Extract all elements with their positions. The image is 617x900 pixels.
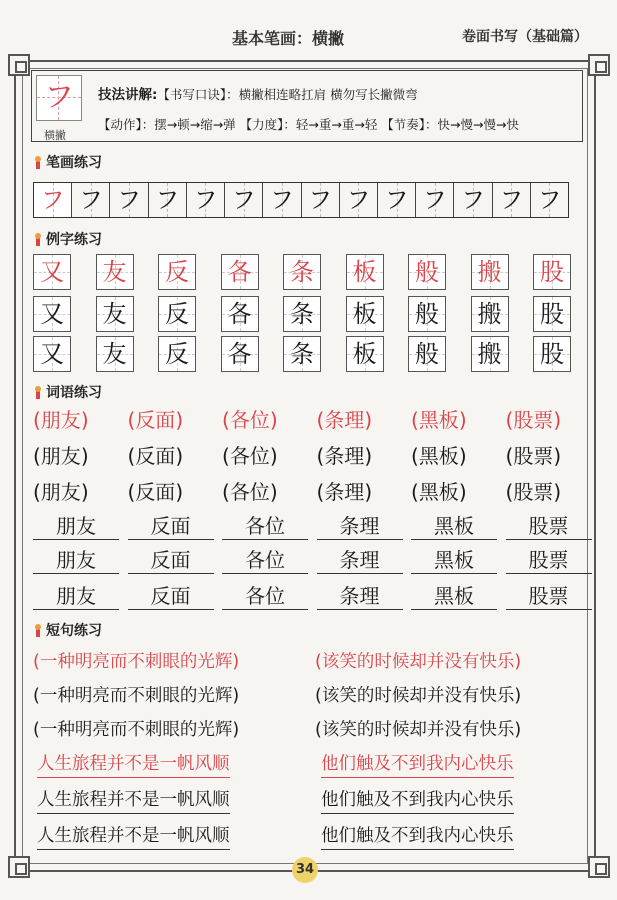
word-item: 股票	[506, 510, 592, 540]
sentence-item: (一种明亮而不刺眼的光辉)	[33, 652, 240, 672]
word-item: (黑板)	[411, 444, 467, 468]
word-item: 黑板	[411, 510, 497, 540]
sentence-item: (一种明亮而不刺眼的光辉)	[33, 686, 240, 706]
char-cell: 股	[533, 296, 571, 332]
word-item: (各位)	[222, 408, 278, 432]
stroke-grid	[36, 75, 82, 121]
sentence-item: 他们触及不到我内心快乐	[321, 822, 514, 850]
char-cell: 搬	[471, 254, 509, 290]
corner-ornament	[588, 856, 610, 878]
word-item: 股票	[506, 580, 592, 610]
technique-box	[31, 70, 583, 142]
char-cell: 条	[283, 296, 321, 332]
corner-ornament	[588, 54, 610, 76]
sentence-item: (该笑的时候却并没有快乐)	[315, 652, 522, 672]
char-cell: 反	[158, 254, 196, 290]
pin-icon	[33, 386, 43, 399]
char-cell: 友	[96, 296, 134, 332]
pin-icon	[33, 156, 43, 169]
motion-line: 【动作】：摆→顿→缩→弹 【力度】：轻→重→重→轻 【节奏】：快→慢→慢→快	[98, 117, 519, 132]
stroke-cell: フ	[149, 183, 187, 217]
word-item: 股票	[506, 544, 592, 574]
stroke-cell: フ	[531, 183, 568, 217]
word-item: (反面)	[127, 408, 184, 432]
corner-ornament	[8, 54, 30, 76]
corner-ornament	[8, 856, 30, 878]
tip-text: ：横撇相连略扛肩 横勿写长撇微弯	[226, 87, 418, 102]
char-cell: 股	[533, 336, 571, 372]
word-item: 黑板	[411, 580, 497, 610]
char-cell: 各	[221, 254, 259, 290]
word-row	[33, 510, 581, 542]
section-title-chars: 例字练习	[33, 229, 102, 249]
sentence-row	[33, 682, 583, 716]
word-item: (股票)	[505, 480, 562, 504]
word-item: 条理	[317, 580, 403, 610]
sentence-item: (该笑的时候却并没有快乐)	[315, 686, 522, 706]
char-cell: 板	[346, 336, 384, 372]
char-cell: 反	[158, 336, 196, 372]
sentence-item: 人生旅程并不是一帆风顺	[37, 822, 230, 850]
word-item: (朋友)	[33, 444, 89, 468]
sentence-row	[33, 648, 583, 682]
word-item: (各位)	[222, 444, 278, 468]
word-item: (朋友)	[33, 480, 89, 504]
word-item: 朋友	[33, 510, 119, 540]
sentence-item: 他们触及不到我内心快乐	[321, 750, 514, 778]
word-item: (条理)	[316, 408, 373, 432]
word-item: (黑板)	[411, 480, 467, 504]
word-item: 条理	[317, 510, 403, 540]
sentence-item: (一种明亮而不刺眼的光辉)	[33, 720, 240, 740]
word-item: 反面	[128, 544, 214, 574]
char-cell: 板	[346, 296, 384, 332]
stroke-cell: フ	[263, 183, 301, 217]
stroke-cell: フ	[340, 183, 378, 217]
section-title-words: 词语练习	[33, 382, 102, 402]
word-item: 朋友	[33, 580, 119, 610]
word-item: (股票)	[505, 444, 562, 468]
char-cell: 板	[346, 254, 384, 290]
word-row	[33, 404, 581, 436]
word-item: (各位)	[222, 480, 278, 504]
stroke-cell: フ	[34, 183, 72, 217]
word-item: 各位	[222, 544, 308, 574]
page-header	[0, 22, 617, 50]
stroke-cell: フ	[493, 183, 531, 217]
sentence-row	[33, 822, 583, 856]
char-cell: 股	[533, 254, 571, 290]
word-item: (朋友)	[33, 408, 89, 432]
technique-label: 技法讲解:	[98, 87, 158, 103]
sentence-row	[33, 716, 583, 750]
char-cell: 又	[33, 254, 71, 290]
word-item: (反面)	[127, 444, 184, 468]
stroke-cell: フ	[110, 183, 148, 217]
word-row	[33, 580, 581, 612]
word-item: (条理)	[316, 444, 373, 468]
pin-icon	[33, 233, 43, 246]
word-row	[33, 440, 581, 472]
char-cell: 搬	[471, 336, 509, 372]
section-title-stroke: 笔画练习	[33, 152, 102, 172]
sentence-item: 他们触及不到我内心快乐	[321, 786, 514, 814]
stroke-cell: フ	[416, 183, 454, 217]
word-item: (黑板)	[411, 408, 467, 432]
word-item: 朋友	[33, 544, 119, 574]
char-cell: 条	[283, 254, 321, 290]
stroke-practice-row	[33, 182, 569, 218]
char-cell: 又	[33, 296, 71, 332]
word-row	[33, 476, 581, 508]
char-cell: 般	[408, 254, 446, 290]
word-item: 反面	[128, 580, 214, 610]
char-cell: 各	[221, 296, 259, 332]
stroke-glyph: フ	[44, 80, 74, 115]
stroke-cell: フ	[72, 183, 110, 217]
stroke-cell: フ	[302, 183, 340, 217]
word-item: (条理)	[316, 480, 373, 504]
stroke-cell: フ	[187, 183, 225, 217]
stroke-cell: フ	[454, 183, 492, 217]
char-cell: 般	[408, 336, 446, 372]
char-cell: 反	[158, 296, 196, 332]
stroke-cell: フ	[378, 183, 416, 217]
sentence-item: 人生旅程并不是一帆风顺	[37, 786, 230, 814]
sentence-row	[33, 786, 583, 820]
sentence-item: (该笑的时候却并没有快乐)	[315, 720, 522, 740]
stroke-cell: フ	[225, 183, 263, 217]
section-title-sentences: 短句练习	[33, 620, 102, 640]
char-cell: 友	[96, 336, 134, 372]
sentence-item: 人生旅程并不是一帆风顺	[37, 750, 230, 778]
book-series: 卷面书写（基础篇）	[462, 29, 588, 45]
word-item: (股票)	[505, 408, 562, 432]
char-cell: 各	[221, 336, 259, 372]
pin-icon	[33, 624, 43, 637]
char-cell: 又	[33, 336, 71, 372]
word-item: 反面	[128, 510, 214, 540]
sentence-row	[33, 750, 583, 784]
word-item: 条理	[317, 544, 403, 574]
word-item: (反面)	[127, 480, 184, 504]
word-item: 各位	[222, 580, 308, 610]
technique-tip	[98, 83, 418, 103]
word-row	[33, 544, 581, 576]
char-cell: 般	[408, 296, 446, 332]
page-title: 基本笔画：横撇	[232, 29, 345, 48]
page-number: 34	[292, 857, 318, 883]
char-cell: 友	[96, 254, 134, 290]
stroke-name: 横撇	[44, 129, 66, 142]
word-item: 各位	[222, 510, 308, 540]
char-cell: 条	[283, 336, 321, 372]
tip-tag: 【书写口诀】	[157, 87, 227, 102]
char-cell: 搬	[471, 296, 509, 332]
word-item: 黑板	[411, 544, 497, 574]
